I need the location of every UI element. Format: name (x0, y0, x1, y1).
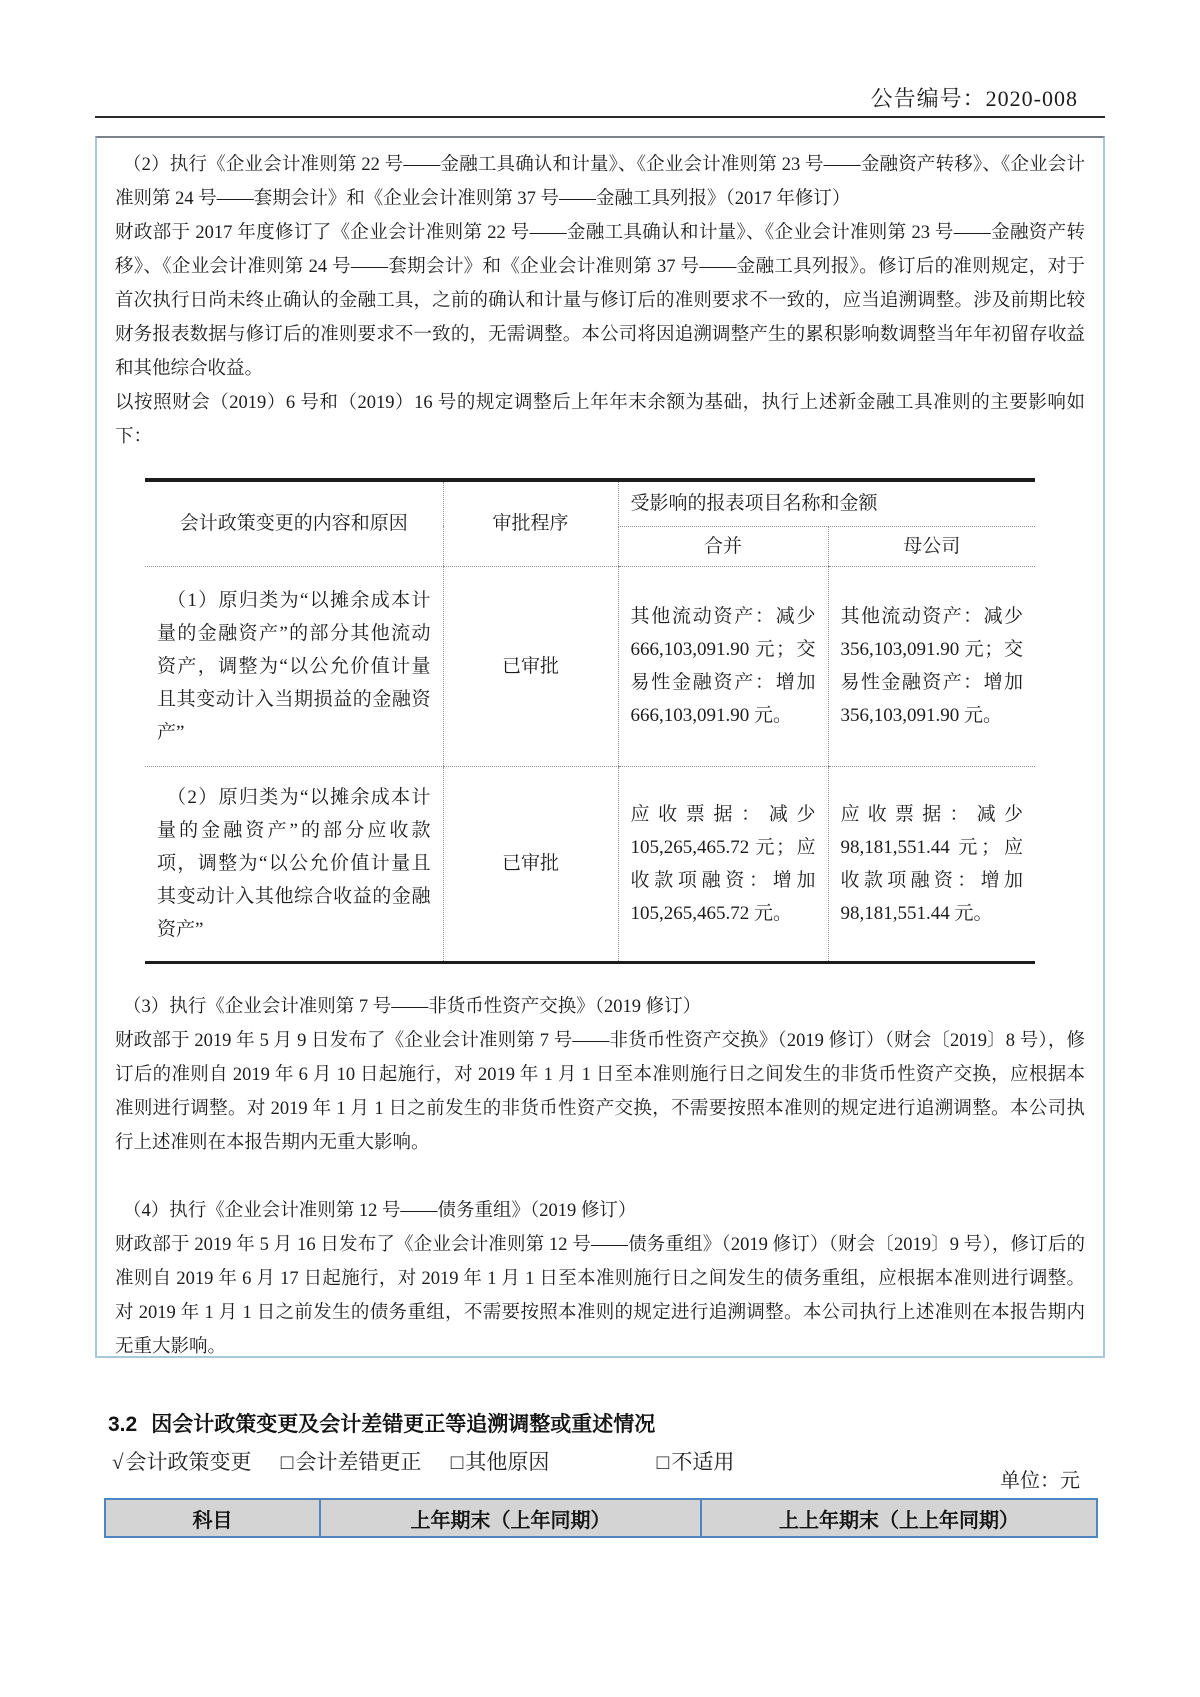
row1-reason-text: （1）原归类为“以摊余成本计量的金融资产”的部分其他流动资产，调整为“以公允价值计量且其变动计入当期损益的金融资产” (157, 589, 431, 743)
restatement-table (104, 1498, 1098, 1538)
paragraph-impact-intro: 以按照财会（2019）6 号和（2019）16 号的规定调整后上年年末余额为基础，执行上述新金融工具准则的主要影响如下： (115, 393, 1085, 447)
accounting-policy-box (95, 136, 1105, 1358)
row1-consolidated-cell: 其他流动资产：减少 666,103,091.90 元；交易性金融资产：增加 666,103,091.90 元。 (618, 566, 828, 766)
option-accounting-error-correction (281, 1446, 422, 1476)
row1-approval-cell: 已审批 (443, 566, 618, 766)
subject-column-header: 科目 (105, 1499, 320, 1537)
row2-reason-cell (145, 766, 443, 962)
section-3-2-heading (108, 1408, 655, 1438)
checkbox-empty-icon: □ (280, 1450, 294, 1474)
paragraph-standard-7-title: （3）执行《企业会计准则第 7 号——非货币性资产交换》（2019 修订） (123, 996, 702, 1017)
option-label: 会计政策变更 (125, 1450, 252, 1474)
column-header-approval: 审批程序 (443, 480, 618, 566)
unit-label: 单位：元 (1000, 1470, 1080, 1492)
paragraph-standard-12-body: 财政部于 2019 年 5 月 16 日发布了《企业会计准则第 12 号——债务重组》（2019 修订）（财会〔2019〕9 号），修订后的准则自 2019 年 6 月 17 日起施行，对 2019 年 1 月 1 日至本准则施行日之间发生的债务重组，应根据本准则进行调整。对 2019 年 1 月 1 日之前发生的债务重组，不需要按照本准则的规定进行追溯调整。本公司执行上述准则在本报告期内无重大影响。 (115, 1234, 1085, 1357)
row2-parent-cell: 应收票据：减少 98,181,551.44 元；应收款项融资：增加 98,181,551.44 元。 (828, 766, 1035, 962)
checkbox-empty-icon: □ (450, 1450, 464, 1474)
option-label: 不适用 (671, 1450, 735, 1474)
row2-approval-cell: 已审批 (443, 766, 618, 962)
option-row (112, 1446, 758, 1476)
year-before-prior-column-header: 上上年期末（上上年同期） (701, 1499, 1097, 1537)
column-header-affected-items: 受影响的报表项目名称和金额 (618, 480, 1035, 526)
policy-change-table (145, 478, 1035, 964)
paragraph-revision-rules: 财政部于 2017 年度修订了《企业会计准则第 22 号——金融工具确认和计量》、《企业会计准则第 23 号——金融资产转移》、《企业会计准则第 24 号——套期会计》和《企业会计准则第 37 号——金融工具列报》。修订后的准则规定，对于首次执行日尚未终止确认的金融工具，之前的确认和计量与修订后的准则要求不一致的，应当追溯调整。涉及前期比较财务报表数据与修订后的准则要求不一致的，无需调整。本公司将因追溯调整产生的累积影响数调整当年年初留存收益和其他综合收益。 (115, 223, 1085, 379)
column-header-reason: 会计政策变更的内容和原因 (145, 480, 443, 566)
section-title: 因会计政策变更及会计差错更正等追溯调整或重述情况 (151, 1413, 656, 1436)
row1-parent-cell: 其他流动资产：减少 356,103,091.90 元；交易性金融资产：增加 356,103,091.90 元。 (828, 566, 1035, 766)
section-number: 3.2 (108, 1413, 138, 1436)
column-header-consolidated: 合并 (618, 526, 828, 566)
paragraph-standards-2017: （2）执行《企业会计准则第 22 号——金融工具确认和计量》、《企业会计准则第 23 号——金融资产转移》、《企业会计准则第 24 号——套期会计》和《企业会计准则第 37 号——金融工具列报》（2017 年修订） (115, 155, 1085, 209)
prior-year-column-header: 上年期末（上年同期） (320, 1499, 701, 1537)
option-other-reason (451, 1446, 550, 1476)
announcement-number: 公告编号：2020-008 (870, 86, 1078, 111)
paragraph-standard-7-body: 财政部于 2019 年 5 月 9 日发布了《企业会计准则第 7 号——非货币性资产交换》（2019 修订）（财会〔2019〕8 号），修订后的准则自 2019 年 6 月 10 日起施行，对 2019 年 1 月 1 日至本准则施行日之间发生的非货币性资产交换，应根据本准则进行调整。对 2019 年 1 月 1 日之前发生的非货币性资产交换，不需要按照本准则的规定进行追溯调整。本公司执行上述准则在本报告期内无重大影响。 (115, 1030, 1085, 1153)
row1-reason-cell (145, 566, 443, 766)
option-label: 其他原因 (465, 1450, 550, 1474)
header-rule (95, 116, 1105, 118)
row2-consolidated-cell: 应收票据：减少 105,265,465.72 元；应收款项融资：增加 105,265,465.72 元。 (618, 766, 828, 962)
option-accounting-policy-change (112, 1446, 252, 1476)
paragraph-standard-12-title: （4）执行《企业会计准则第 12 号——债务重组》（2019 修订） (123, 1200, 637, 1221)
row2-reason-text: （2）原归类为“以摊余成本计量的金融资产”的部分应收款项，调整为“以公允价值计量且其变动计入其他综合收益的金融资产” (157, 787, 431, 940)
option-not-applicable (657, 1446, 735, 1476)
restatement-table-header-row (105, 1499, 1097, 1537)
check-mark-icon: √ (112, 1450, 124, 1474)
option-label: 会计差错更正 (295, 1450, 422, 1474)
checkbox-empty-icon: □ (656, 1450, 670, 1474)
column-header-parent-company: 母公司 (828, 526, 1035, 566)
